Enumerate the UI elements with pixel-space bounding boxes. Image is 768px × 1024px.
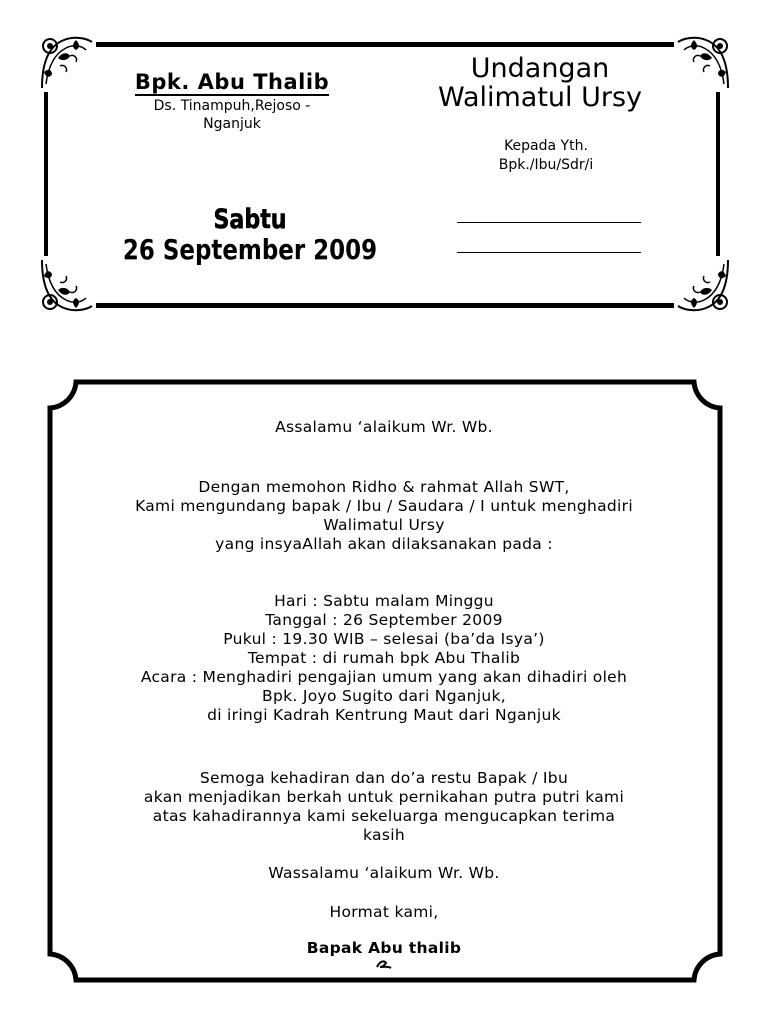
sender-address-line2: Nganjuk	[203, 116, 261, 132]
recipient-label: Kepada Yth.	[504, 138, 588, 154]
invitation-title-line2: Walimatul Ursy	[437, 82, 643, 113]
envelope-date: 26 September 2009	[122, 233, 378, 266]
recipient-salutation: Bpk./Ibu/Sdr/i	[498, 157, 594, 173]
recipient-address-line-2	[457, 252, 641, 253]
sender-address-line1: Ds. Tinampuh,Rejoso -	[153, 98, 311, 114]
event-day: Hari : Sabtu malam Minggu	[274, 592, 494, 610]
letter-intro-3: Walimatul Ursy	[323, 516, 445, 534]
invitation-title-line1: Undangan	[470, 53, 610, 84]
event-time: Pukul : 19.30 WIB – selesai (ba’da Isya’)	[223, 630, 545, 648]
letter-intro-4: yang insyaAllah akan dilaksanakan pada :	[215, 535, 553, 553]
ornament-corner-top-right-icon	[674, 34, 732, 92]
ornament-corner-bottom-right-icon	[674, 256, 732, 314]
letter-closing-4: kasih	[363, 826, 405, 844]
event-place: Tempat : di rumah bpk Abu Thalib	[247, 649, 521, 667]
envelope-day: Sabtu	[213, 204, 287, 235]
letter-regards: Hormat kami,	[329, 903, 439, 921]
letter-intro-1: Dengan memohon Ridho & rahmat Allah SWT,	[198, 478, 570, 496]
sender-name	[96, 70, 368, 94]
ornament-corner-top-left-icon	[38, 34, 96, 92]
letter-farewell: Wassalamu ‘alaikum Wr. Wb.	[268, 864, 500, 882]
sender-address	[112, 97, 352, 133]
letter-closing-2: akan menjadikan berkah untuk pernikahan putra putri kami	[143, 788, 625, 806]
event-agenda-2: Bpk. Joyo Sugito dari Nganjuk,	[262, 687, 506, 705]
signature-mark-icon	[70, 957, 698, 975]
letter-greeting: Assalamu ‘alaikum Wr. Wb.	[275, 418, 493, 436]
signature-name: Bapak Abu thalib	[306, 939, 462, 957]
letter-closing-1: Semoga kehadiran dan do’a restu Bapak / Ibu	[199, 769, 569, 787]
letter-intro-2: Kami mengundang bapak / Ibu / Saudara / I untuk menghadiri	[135, 497, 633, 515]
event-date: Tanggal : 26 September 2009	[265, 611, 503, 629]
letter-closing-3: atas kahadirannya kami sekeluarga mengucapkan terima	[152, 807, 616, 825]
recipient-address-line-1	[457, 222, 641, 223]
event-agenda-3: di iringi Kadrah Kentrung Maut dari Nganjuk	[207, 706, 561, 724]
event-agenda-1: Acara : Menghadiri pengajian umum yang akan dihadiri oleh	[140, 668, 628, 686]
sender-name-text: Bpk. Abu Thalib	[134, 70, 330, 94]
